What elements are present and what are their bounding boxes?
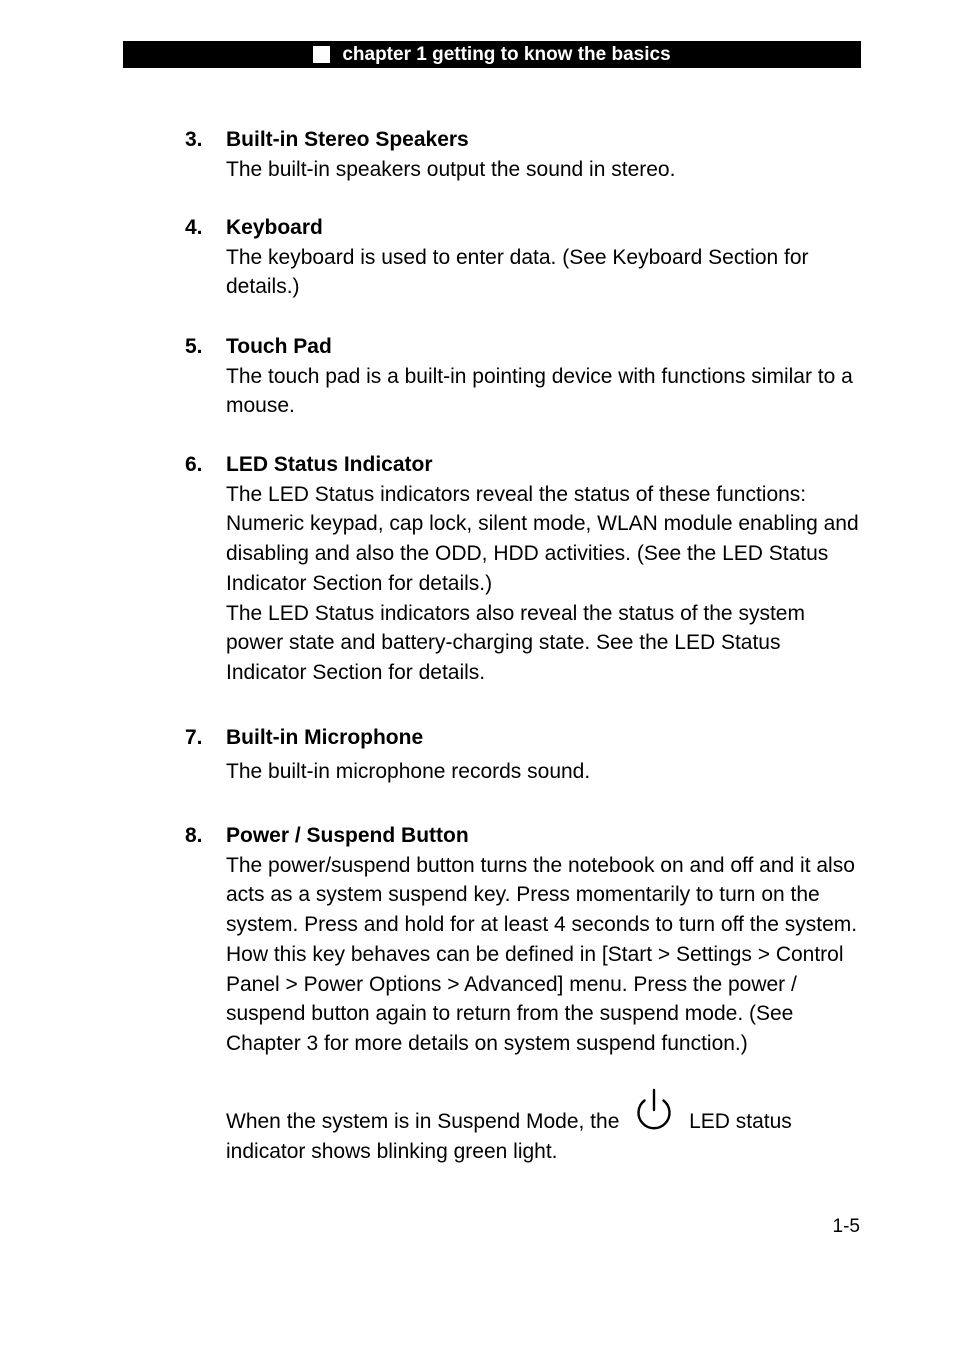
item-description: The LED Status indicators reveal the status of these functions: Numeric keypad, cap lock, silent mode, WLAN module enabling and disabling and also the ODD, HDD activities. (See the LED Status Indicator Section for details.): [226, 482, 859, 595]
item-title: Keyboard: [226, 216, 323, 239]
item-number: 8.: [185, 824, 203, 847]
item-title: Power / Suspend Button: [226, 824, 469, 847]
item-title: Built-in Stereo Speakers: [226, 128, 469, 151]
item-title: LED Status Indicator: [226, 453, 433, 476]
chapter-header: [123, 41, 861, 68]
list-item-led-status-indicator: [185, 450, 875, 688]
item-description: The touch pad is a built-in pointing device with functions similar to a mouse.: [226, 364, 853, 418]
item-number: 6.: [185, 453, 203, 476]
header-square-icon: [313, 46, 330, 63]
list-item-touch-pad: [185, 332, 875, 421]
item-title: Built-in Microphone: [226, 726, 424, 749]
item-number: 4.: [185, 216, 203, 239]
item-description: The LED Status indicators also reveal the status of the system power state and battery-charging state. See the LED Status Indicator Section for details.: [226, 601, 805, 684]
item-number: 5.: [185, 335, 203, 358]
list-item-stereo-speakers: [185, 125, 875, 184]
item-description: The power/suspend button turns the notebook on and off and it also acts as a system suspend key. Press momentarily to turn on the system. Press and hold for at least 4 seconds to turn off the system. How this key behaves can be defined in [Start > Settings > Control Panel > Power Options > Advanced] menu. Press the power / suspend button again to return from the suspend mode. (See Chapter 3 for more details on system suspend function.): [226, 853, 858, 1055]
list-item-microphone: [185, 723, 875, 786]
item-title: Touch Pad: [226, 335, 332, 358]
item-number: 3.: [185, 128, 203, 151]
item-description: The built-in microphone records sound.: [226, 759, 591, 783]
list-item-power-suspend-button: [185, 821, 875, 1059]
item-number: 7.: [185, 726, 203, 749]
list-item-keyboard: [185, 213, 875, 302]
power-icon: [631, 1088, 677, 1136]
item-description: The keyboard is used to enter data. (See Keyboard Section for details.): [226, 245, 809, 299]
page-number: 1-5: [832, 1216, 860, 1237]
suspend-note-text-after: LED status indicator shows blinking green light.: [226, 1110, 792, 1163]
suspend-mode-note: [226, 1088, 876, 1166]
chapter-title: chapter 1 getting to know the basics: [342, 44, 671, 65]
suspend-note-text-before: When the system is in Suspend Mode, the: [226, 1110, 620, 1133]
item-description: The built-in speakers output the sound in stereo.: [226, 157, 676, 181]
